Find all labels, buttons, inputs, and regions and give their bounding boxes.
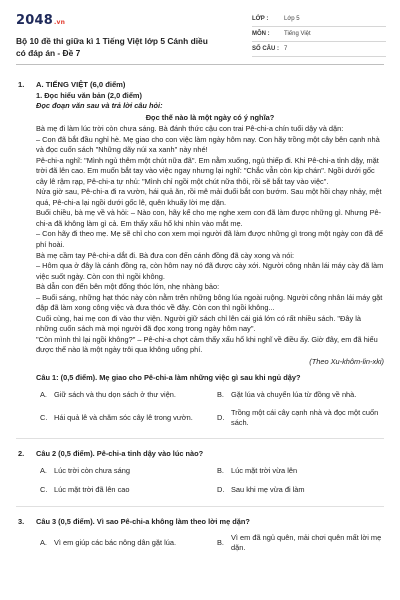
question-number: 2. (18, 448, 25, 458)
question-number: 3. (18, 517, 25, 527)
question-2-options (0, 464, 400, 497)
option-text: Trồng một cái cây cạnh nhà và đọc một cuốn sách. (231, 407, 379, 428)
story-source: (Theo Xu-khôm-lin-xki) (309, 356, 384, 366)
story-paragraph: Nửa giờ sau, Pê-chi-a đi ra vườn, hái quả ăn, rồi mê mải đuổi bắt con bướm. Sau một hồi chạy nhảy, mệt quá, Pê-chi-a lại ngồi dưới gốc lê, quên khuấy lời mẹ dặn. (36, 187, 382, 207)
story-paragraph: – Hôm qua ở đây là cánh đồng rạ, còn hôm nay nó đã được cày xới. Người công nhân lái máy cày đã làm việc suốt ngày. Còn con thì ngồi không. (36, 261, 384, 281)
meta-label: MÔN : (252, 31, 270, 38)
option-text: Vì em giúp các bác nông dân gặt lúa. (54, 538, 177, 548)
subsection-title: 1. Đọc hiểu văn bản (2,0 điểm) (36, 90, 142, 100)
option-text: Vì em đã ngủ quên, mải chơi quên mất lời mẹ dặn. (231, 532, 382, 553)
option-text: Giữ sách và thu dọn sách ở thư viện. (54, 390, 176, 400)
option-b[interactable] (217, 464, 384, 478)
meta-row-count (252, 42, 386, 57)
meta-label: LỚP : (252, 16, 269, 23)
option-c[interactable] (40, 483, 207, 497)
question-3-options (0, 533, 400, 554)
reading-block (0, 91, 400, 367)
option-text: Gặt lúa và chuyển lúa từ đồng về nhà. (231, 390, 357, 400)
question-3 (0, 517, 400, 528)
exam-content (0, 80, 400, 554)
meta-label: SỐ CÂU : (252, 46, 279, 53)
story-paragraph: Buổi chiều, bà mẹ về và hỏi: – Nào con, hãy kể cho mẹ nghe xem con đã làm được những gì. Nhưng Pê-chi-a đã không làm gì cả. Em thấy xấu hổ khi nhìn vào mắt mẹ. (36, 208, 382, 228)
option-text: Lúc mặt trời đã lên cao (54, 484, 130, 494)
option-letter: C. (40, 484, 48, 494)
story-title: Đọc thế nào là một ngày có ý nghĩa? (145, 112, 275, 122)
page-header (0, 0, 400, 62)
meta-row-subject (252, 27, 386, 42)
story-paragraph: Bà mẹ đi làm lúc trời còn chưa sáng. Bà đánh thức cậu con trai Pê-chi-a chín tuổi dậy và dặn: (36, 124, 344, 134)
question-text: Câu 2 (0,5 điểm). Pê-chi-a tỉnh dậy vào lúc nào? (36, 448, 204, 458)
option-letter: C. (40, 412, 48, 422)
logo-suffix: .vn (53, 19, 66, 26)
logo-main: 2048 (16, 13, 53, 28)
option-text: Lúc mặt trời vừa lên (231, 465, 298, 475)
section-heading (0, 80, 400, 91)
option-letter: D. (217, 412, 225, 422)
meta-value: Lớp 5 (284, 16, 300, 23)
option-c[interactable] (40, 408, 207, 429)
option-text: Lúc trời còn chưa sáng (54, 465, 130, 475)
option-letter: A. (40, 390, 47, 400)
option-d[interactable] (217, 408, 384, 429)
option-letter: D. (217, 484, 225, 494)
story-paragraph: – Con đã bắt đầu nghỉ hè. Mẹ giao cho con việc làm ngày hôm nay. Con hãy trồng một cây bên cạnh nhà và đọc cuốn sách "Những dãy núi xa xanh" này nhé! (36, 134, 380, 155)
section-number: 1. (18, 80, 25, 89)
question-1-options (0, 389, 400, 429)
meta-row-class (252, 12, 386, 27)
option-text: Sau khi mẹ vừa đi làm (231, 484, 305, 494)
option-b[interactable] (217, 533, 384, 554)
story-paragraph: Cuối cùng, hai mẹ con đi vào thư viện. Người giữ sách chỉ lên cái giá lớn có rất nhiều sách. "Đây là những cuốn sách mà mọi người đã đọc xong trong ngày hôm nay". (36, 313, 362, 334)
exam-meta (252, 12, 386, 57)
option-text: Hái quả lê và chăm sóc cây lê trong vườn. (54, 412, 193, 422)
story-paragraph: Bà dẫn con đến bên một đống thóc lớn, nhẹ nhàng bảo: (36, 282, 220, 292)
question-2 (0, 449, 400, 460)
story-paragraph: "Còn mình thì lại ngồi không?" – Pê-chi-a chợt cảm thấy xấu hổ khi nghĩ về điều ấy. Giờ đây, em đã hiểu được thế nào là một ngày trôi qua không uổng phí. (36, 334, 378, 355)
option-letter: A. (40, 465, 47, 475)
question-divider (16, 438, 384, 439)
header-divider (16, 64, 384, 65)
question-1: Câu 1: (0,5 điểm). Mẹ giao cho Pê-chi-a làm những việc gì sau khi ngủ dậy? (36, 373, 301, 383)
option-a[interactable] (40, 464, 207, 478)
story-paragraph: – Con hãy đi theo mẹ. Mẹ sẽ chỉ cho con xem mọi người đã làm được những gì trong một ngày con đã để phí hoài. (36, 229, 384, 249)
option-a[interactable] (40, 389, 207, 403)
option-letter: B. (217, 465, 224, 475)
option-d[interactable] (217, 483, 384, 497)
document-title: Bộ 10 đề thi giữa kì 1 Tiếng Việt lớp 5 Cánh diều có đáp án - Đề 7 (16, 36, 208, 58)
instruction: Đọc đoạn văn sau và trả lời câu hỏi: (36, 101, 163, 111)
option-letter: B. (217, 390, 224, 400)
option-letter: A. (40, 538, 47, 548)
meta-value: 7 (284, 46, 288, 53)
story-paragraph: – Buổi sáng, những hạt thóc này còn nằm trên những bông lúa ngoài ruộng. Người công nhân lái máy gặt đập đã làm xong công việc và đưa thóc về đây. Còn con thì ngồi không... (36, 292, 383, 313)
meta-value: Tiếng Việt (284, 31, 311, 38)
question-text: Câu 3 (0,5 điểm). Vì sao Pê-chi-a không làm theo lời mẹ dặn? (36, 517, 250, 527)
story-paragraph: Bà mẹ cầm tay Pê-chi-a dắt đi. Bà đưa con đến cánh đồng đã cày xong và nói: (36, 250, 295, 260)
section-title: A. TIẾNG VIỆT (6,0 điểm) (36, 80, 126, 89)
option-letter: B. (217, 538, 224, 548)
option-a[interactable] (40, 533, 207, 554)
question-divider (16, 506, 384, 507)
story-paragraph: Pê-chi-a nghĩ: "Mình ngủ thêm một chút nữa đã". Em nằm xuống, ngủ thiếp đi. Khi Pê-chi-a tỉnh dậy, mặt trời đã lên cao. Em muốn bắt tay vào việc ngay nhưng lại nghĩ: "Chắc vẫn còn kịp chán". Ngồi dưới gốc cây lê rậm rạp, Pê-chi-a tự nhủ: "Mình chỉ ngồi một chút nữa thôi, rồi sẽ bắt tay vào việc". (36, 155, 379, 186)
option-b[interactable] (217, 389, 384, 403)
